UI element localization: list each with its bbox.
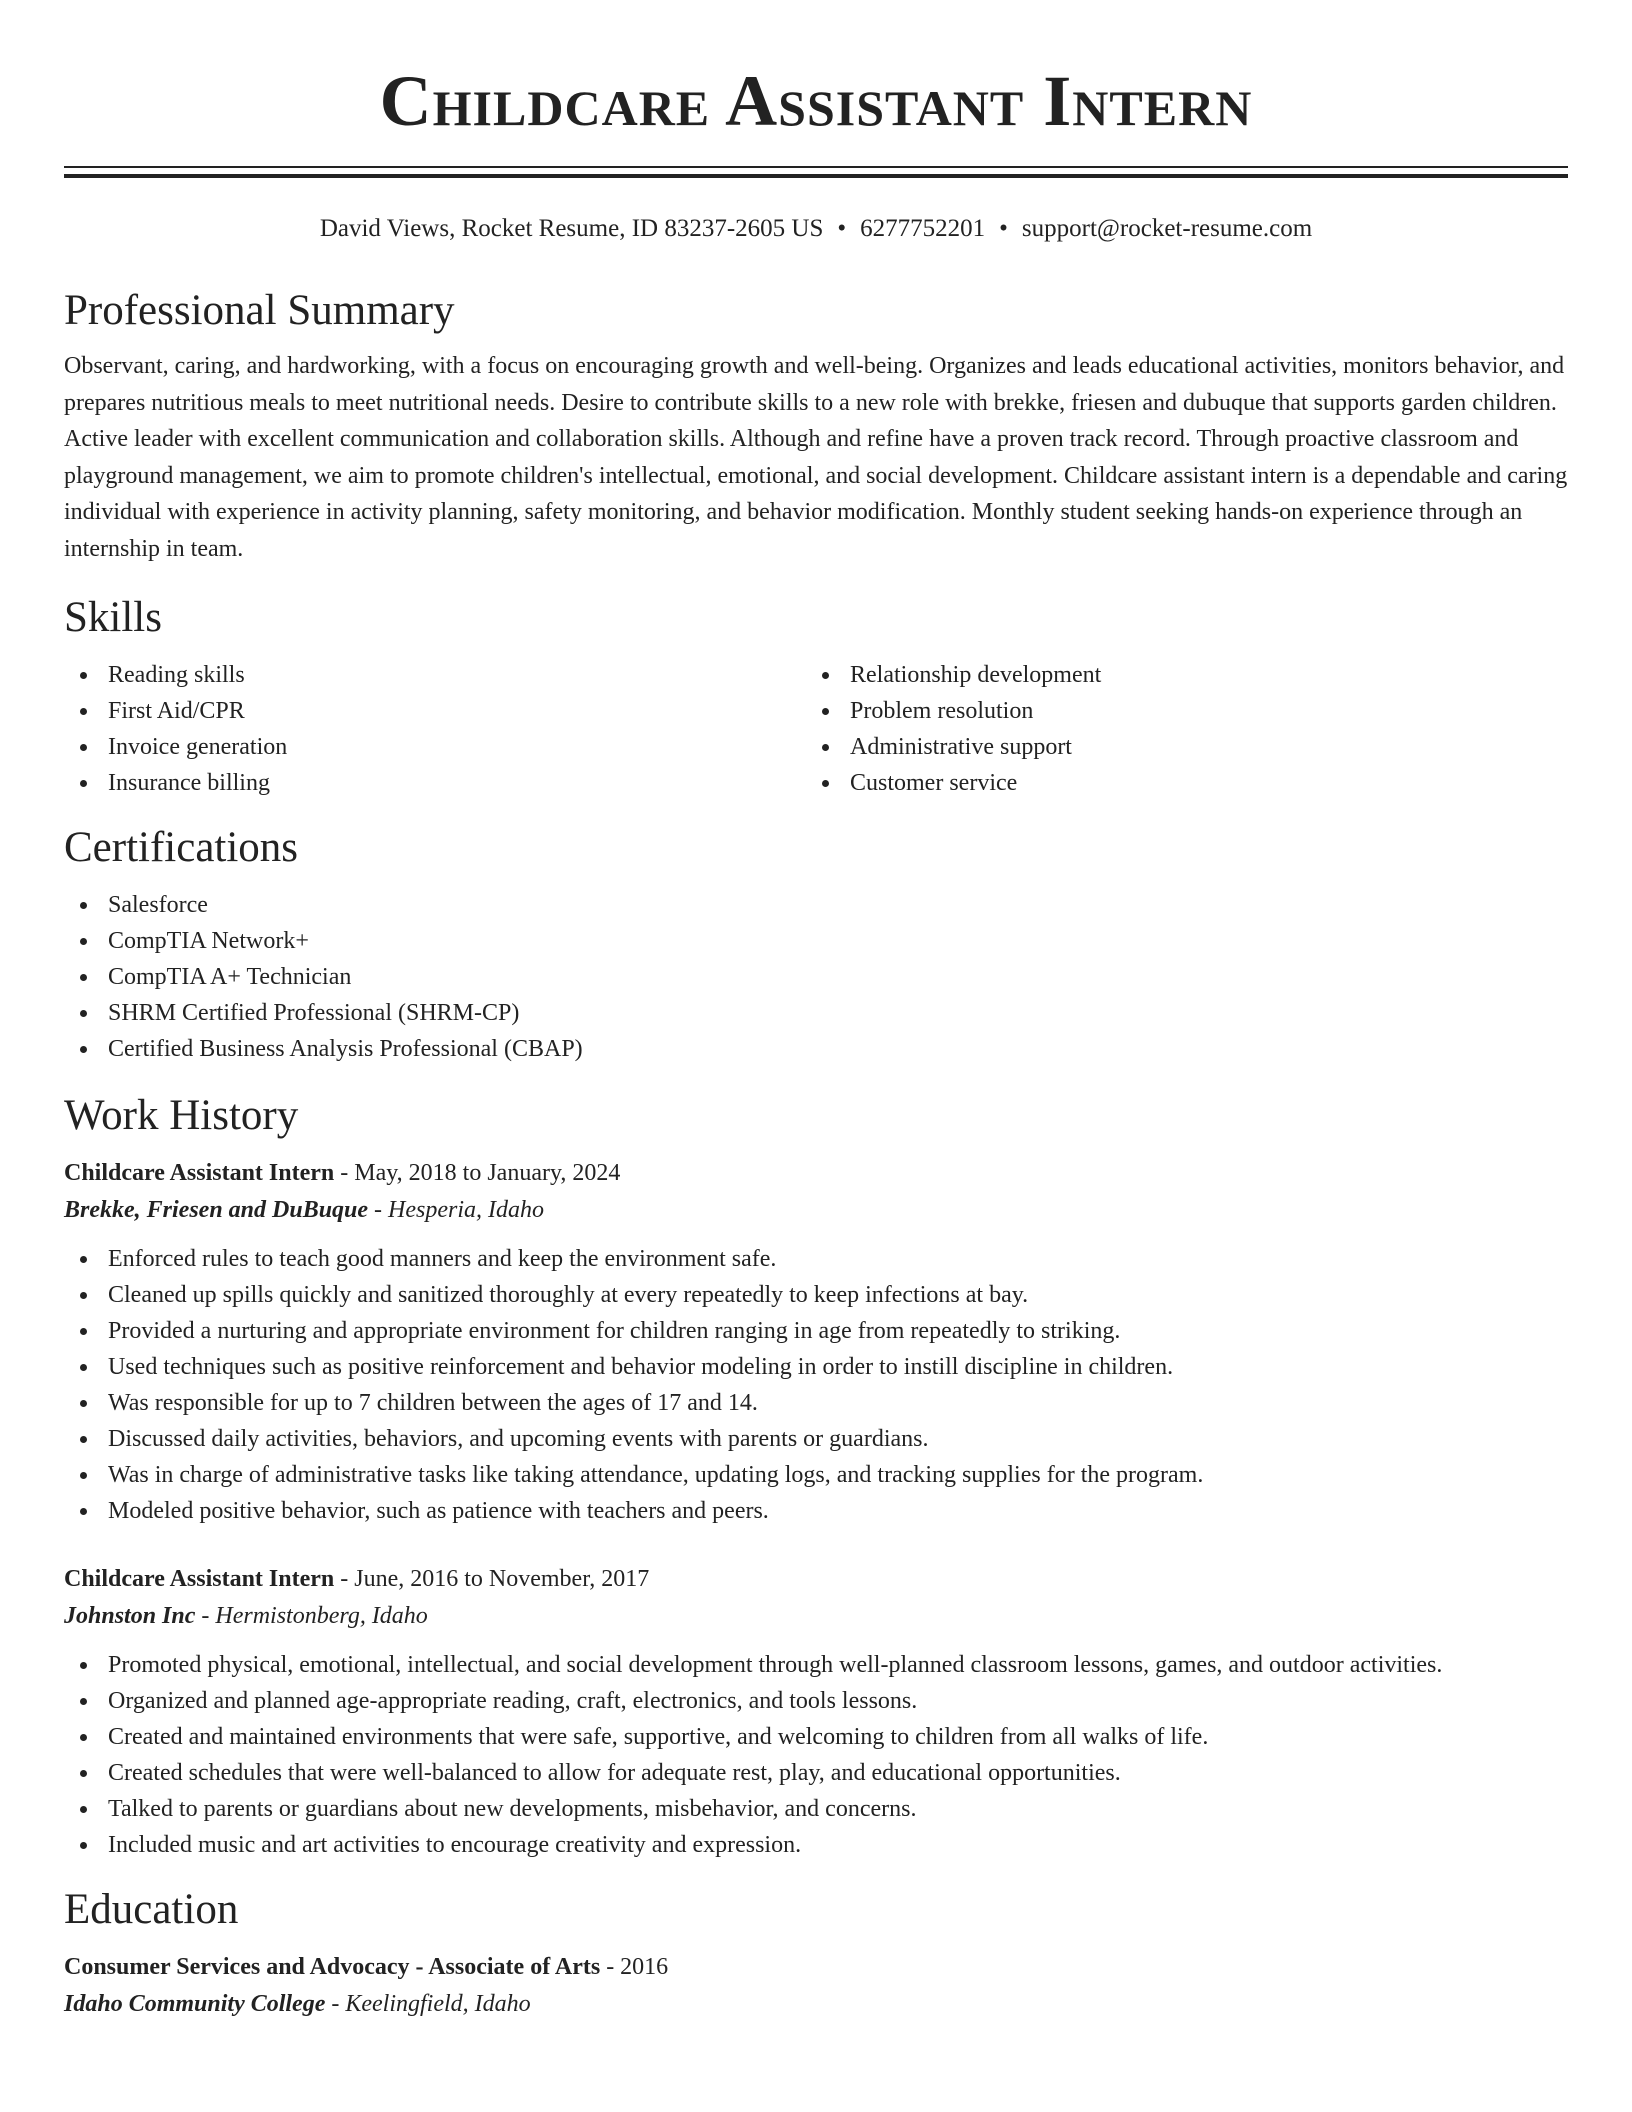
resume-title: Childcare Assistant Intern: [379, 61, 1253, 141]
contact-separator: •: [999, 215, 1008, 242]
job-duty-item: Used techniques such as positive reinforcement and behavior modeling in order to instill discipline in children.: [64, 1349, 1568, 1385]
skills-columns: [64, 657, 1568, 801]
job-duty-item: Promoted physical, emotional, intellectual, and social development through well-planned classroom lessons, games, and outdoor activities.: [64, 1647, 1568, 1683]
education-location: - Keelingfield, Idaho: [325, 1991, 531, 2017]
job-duty-item: Talked to parents or guardians about new developments, misbehavior, and concerns.: [64, 1791, 1568, 1827]
skills-list-right: [806, 657, 1548, 801]
job-duty-item: Created schedules that were well-balanced to allow for adequate rest, play, and educational opportunities.: [64, 1755, 1568, 1791]
job-duty-item: Organized and planned age-appropriate reading, craft, electronics, and tools lessons.: [64, 1683, 1568, 1719]
certification-item: Certified Business Analysis Professional (CBAP): [64, 1031, 1568, 1067]
title-divider-thick: [64, 174, 1568, 178]
contact-phone: 6277752201: [860, 215, 986, 242]
job-company: Johnston Inc: [64, 1603, 196, 1629]
contact-email[interactable]: support@rocket-resume.com: [1021, 215, 1313, 242]
job-location: - Hermistonberg, Idaho: [195, 1603, 428, 1629]
skill-item: Insurance billing: [64, 765, 806, 801]
certification-item: Salesforce: [64, 887, 1568, 923]
job-dates: - May, 2018 to January, 2024: [334, 1160, 621, 1186]
job-entry: [64, 1155, 1568, 1529]
certifications-list: [64, 887, 1568, 1067]
job-entry: [64, 1561, 1568, 1863]
skill-item: Invoice generation: [64, 729, 806, 765]
job-title: Childcare Assistant Intern: [64, 1566, 335, 1592]
skills-heading: Skills: [64, 594, 162, 641]
skill-item: Administrative support: [806, 729, 1548, 765]
job-duties-list: [64, 1241, 1568, 1529]
skill-item: Problem resolution: [806, 693, 1548, 729]
job-duties-list: [64, 1647, 1568, 1863]
job-company: Brekke, Friesen and DuBuque: [64, 1197, 369, 1223]
job-duty-item: Cleaned up spills quickly and sanitized thoroughly at every repeatedly to keep infections at bay.: [64, 1277, 1568, 1313]
job-duty-item: Modeled positive behavior, such as patience with teachers and peers.: [64, 1493, 1568, 1529]
job-location: - Hesperia, Idaho: [368, 1197, 545, 1223]
skills-list-left: [64, 657, 806, 801]
contact-separator: •: [837, 215, 847, 242]
summary-heading: Professional Summary: [64, 287, 455, 334]
job-duty-item: Included music and art activities to encourage creativity and expression.: [64, 1827, 1568, 1863]
education-heading: Education: [64, 1886, 239, 1933]
job-company-line: [64, 1191, 1568, 1229]
job-duty-item: Provided a nurturing and appropriate environment for children ranging in age from repeatedly to striking.: [64, 1313, 1568, 1349]
certification-item: CompTIA A+ Technician: [64, 959, 1568, 995]
work-history-heading: Work History: [64, 1092, 299, 1139]
skill-item: Reading skills: [64, 657, 806, 693]
job-title: Childcare Assistant Intern: [64, 1160, 335, 1186]
education-year: - 2016: [600, 1954, 669, 1980]
education-school-line: [64, 1985, 1568, 2023]
job-duty-item: Was responsible for up to 7 children between the ages of 17 and 14.: [64, 1385, 1568, 1421]
job-duty-item: Created and maintained environments that were safe, supportive, and welcoming to children from all walks of life.: [64, 1719, 1568, 1755]
contact-line: [64, 212, 1568, 246]
skill-item: Customer service: [806, 765, 1548, 801]
education-entry: [64, 1949, 1568, 2023]
title-divider-thin: [64, 166, 1568, 168]
summary-text: Observant, caring, and hardworking, with a focus on encouraging growth and well-being. Organizes and leads educational activities, monitors behavior, and prepares nutritious meals to meet nutritional needs. Desire to contribute skills to a new role with brekke, friesen and dubuque that supports garden children. Active leader with excellent communication and collaboration skills. Although and refine have a proven track record. Through proactive classroom and playground management, we aim to promote children's intellectual, emotional, and social development. Childcare assistant intern is a dependable and caring individual with experience in activity planning, safety monitoring, and behavior modification. Monthly student seeking hands-on experience through an internship in team.: [64, 353, 1568, 562]
skill-item: Relationship development: [806, 657, 1548, 693]
job-dates: - June, 2016 to November, 2017: [334, 1566, 650, 1592]
education-degree: Consumer Services and Advocacy - Associate of Arts: [64, 1954, 601, 1980]
education-school: Idaho Community College: [64, 1991, 326, 2017]
job-title-line: [64, 1155, 1568, 1191]
job-company-line: [64, 1597, 1568, 1635]
job-duty-item: Enforced rules to teach good manners and keep the environment safe.: [64, 1241, 1568, 1277]
certification-item: CompTIA Network+: [64, 923, 1568, 959]
resume-page: [64, 0, 1568, 2023]
job-duty-item: Discussed daily activities, behaviors, and upcoming events with parents or guardians.: [64, 1421, 1568, 1457]
job-duty-item: Was in charge of administrative tasks like taking attendance, updating logs, and tracking supplies for the program.: [64, 1457, 1568, 1493]
education-degree-line: [64, 1949, 1568, 1985]
certifications-heading: Certifications: [64, 824, 299, 871]
job-title-line: [64, 1561, 1568, 1597]
certification-item: SHRM Certified Professional (SHRM-CP): [64, 995, 1568, 1031]
skill-item: First Aid/CPR: [64, 693, 806, 729]
contact-address: David Views, Rocket Resume, ID 83237-2605 US: [319, 215, 824, 242]
